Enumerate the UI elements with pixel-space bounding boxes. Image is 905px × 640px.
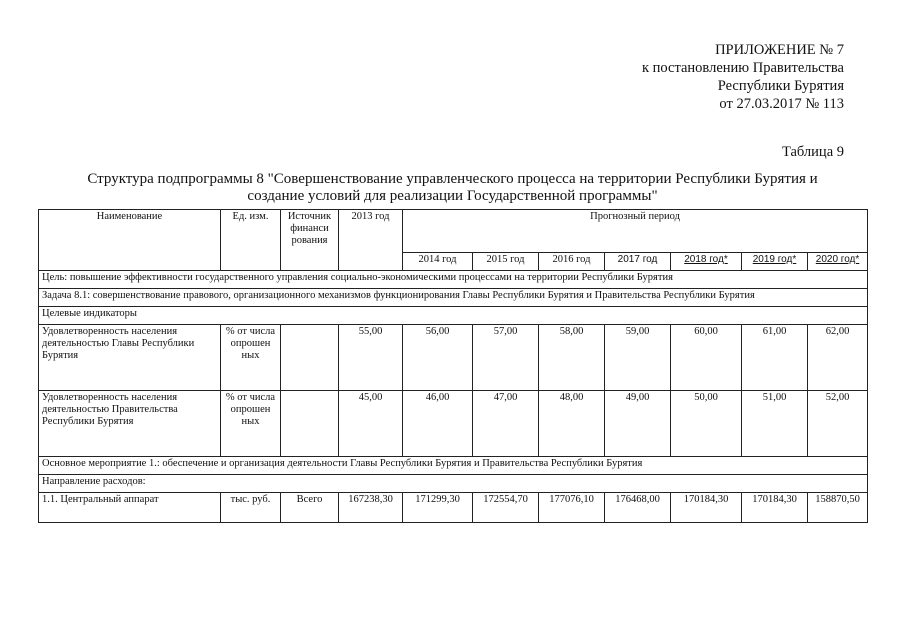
appendix-block [642,41,844,113]
main-event-row [39,457,868,475]
expense-name: 1.1. Центральный аппарат [39,493,221,523]
table-number: Таблица 9 [781,144,844,160]
row-value: 56,00 [403,325,473,391]
expense-value: 177076,10 [539,493,605,523]
main-event-text: Основное мероприятие 1.: обеспечение и организация деятельности Главы Республики Бурятия и Правительства Республики Бурятия [39,457,868,475]
expense-unit: тыс. руб. [221,493,281,523]
header-year: 2018 год* [671,253,742,271]
row-value: 59,00 [605,325,671,391]
title-line-2: создание условий для реализации Государственной программы" [247,188,658,204]
header-source: Источник финанси рования [281,210,339,271]
indicators-text: Целевые индикаторы [39,307,868,325]
task-text: Задача 8.1: совершенствование правового, организационного механизмов функционирования Главы Республики Бурятия и Правительства Республики Бурятия [39,289,868,307]
row-value: 50,00 [671,391,742,457]
goal-text: Цель: повышение эффективности государственного управления социально-экономическими процессами на территории Республики Бурятия [39,271,868,289]
expense-direction-text: Направление расходов: [39,475,868,493]
expense-value: 158870,50 [808,493,868,523]
title-line-1: Структура подпрограммы 8 "Совершенствование управленческого процесса на территории Республики Бурятия и [87,171,818,187]
row-source [281,325,339,391]
document-title [40,171,865,205]
table-row [39,325,868,391]
row-value: 58,00 [539,325,605,391]
header-row [39,210,868,253]
expense-value: 167238,30 [339,493,403,523]
expense-value: 170184,30 [742,493,808,523]
header-year: 2016 год [539,253,605,271]
row-value: 52,00 [808,391,868,457]
header-year: 2017 год [605,253,671,271]
header-year: 2019 год* [742,253,808,271]
header-forecast: Прогнозный период [403,210,868,253]
row-name: Удовлетворенность населения деятельностью Правительства Республики Бурятия [39,391,221,457]
header-2013: 2013 год [339,210,403,271]
row-unit: % от числа опрошен ных [221,325,281,391]
expense-value: 170184,30 [671,493,742,523]
row-value: 45,00 [339,391,403,457]
row-value: 62,00 [808,325,868,391]
row-value: 60,00 [671,325,742,391]
header-year: 2014 год [403,253,473,271]
row-value: 46,00 [403,391,473,457]
table-row [39,493,868,523]
row-value: 47,00 [473,391,539,457]
appendix-line-4: от 27.03.2017 № 113 [719,96,844,112]
appendix-line-3: Республики Бурятия [717,78,844,94]
header-year: 2015 год [473,253,539,271]
header-unit: Ед. изм. [221,210,281,271]
expense-value: 171299,30 [403,493,473,523]
appendix-line-2: к постановлению Правительства [642,60,844,76]
row-unit: % от числа опрошен ных [221,391,281,457]
row-source [281,391,339,457]
expense-value: 172554,70 [473,493,539,523]
expense-source: Всего [281,493,339,523]
task-row [39,289,868,307]
indicators-row [39,307,868,325]
structure-table [38,209,868,523]
table-row [39,391,868,457]
expense-direction-row [39,475,868,493]
row-value: 48,00 [539,391,605,457]
expense-value: 176468,00 [605,493,671,523]
header-name: Наименование [39,210,221,271]
row-value: 49,00 [605,391,671,457]
row-value: 55,00 [339,325,403,391]
row-value: 61,00 [742,325,808,391]
header-year: 2020 год* [808,253,868,271]
goal-row [39,271,868,289]
row-name: Удовлетворенность населения деятельностью Главы Республики Бурятия [39,325,221,391]
row-value: 57,00 [473,325,539,391]
appendix-line-1: ПРИЛОЖЕНИЕ № 7 [715,42,844,58]
row-value: 51,00 [742,391,808,457]
